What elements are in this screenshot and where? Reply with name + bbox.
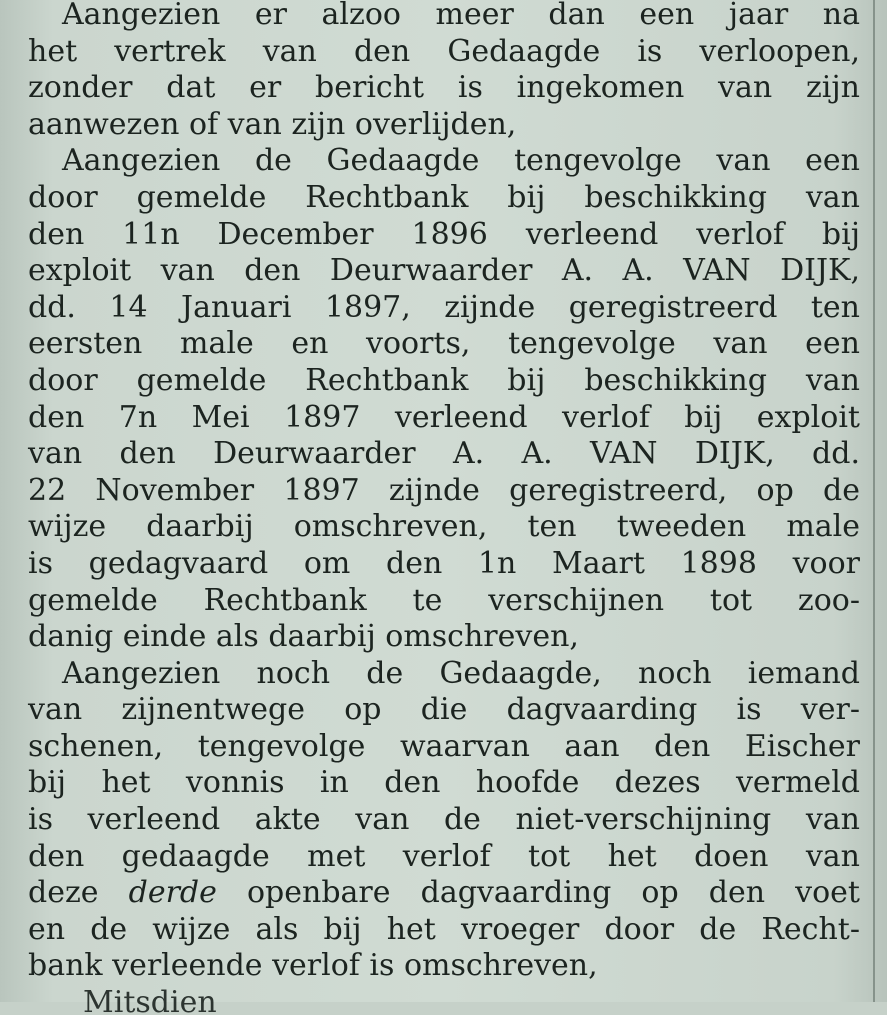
- text-line: door gemelde Rechtbank bij beschikking van: [28, 362, 860, 398]
- text-line: is verleend akte van de niet-verschijning van: [28, 802, 860, 838]
- cut-off-line: Mitsdien: [83, 985, 217, 1015]
- text-line: van zijnentwege op die dagvaarding is ver-: [28, 692, 860, 728]
- text-line: schenen, tengevolge waarvan aan den Eischer: [28, 728, 860, 764]
- text-run: deze: [28, 875, 129, 911]
- text-line: bank verleende verlof is omschreven,: [28, 948, 598, 984]
- text-line: exploit van den Deurwaarder A. A. VAN DIJK,: [28, 253, 860, 289]
- text-line-italic: [28, 875, 860, 912]
- text-line: bij het vonnis in den hoofde dezes vermeld: [28, 765, 860, 801]
- text-line: den gedaagde met verlof tot het doen van: [28, 838, 860, 874]
- text-line: gemelde Rechtbank te verschijnen tot zoo-: [28, 582, 860, 618]
- text-line: eersten male en voorts, tengevolge van een: [28, 326, 860, 362]
- text-line: 22 November 1897 zijnde geregistreerd, op de: [28, 472, 860, 508]
- text-column: [28, 0, 860, 1015]
- text-line: Aangezien de Gedaagde tengevolge van een: [62, 143, 860, 179]
- text-line: zonder dat er bericht is ingekomen van zijn: [28, 70, 860, 106]
- text-line: Aangezien noch de Gedaagde, noch iemand: [62, 655, 860, 691]
- text-line: het vertrek van den Gedaagde is verloopen,: [28, 33, 860, 69]
- text-line: Aangezien er alzoo meer dan een jaar na: [62, 0, 860, 32]
- text-line: door gemelde Rechtbank bij beschikking van: [28, 179, 860, 215]
- column-rule: [873, 0, 875, 1002]
- text-line: aanwezen of van zijn overlijden,: [28, 106, 517, 142]
- text-line: dd. 14 Januari 1897, zijnde geregistreerd ten: [28, 289, 860, 325]
- italic-word: derde: [128, 875, 217, 911]
- text-line: en de wijze als bij het vroeger door de Recht-: [28, 911, 860, 947]
- text-line: den 11n December 1896 verleend verlof bij: [28, 216, 860, 252]
- paragraph-2: [28, 143, 860, 655]
- paragraph-1: [28, 0, 860, 143]
- text-line: den 7n Mei 1897 verleend verlof bij exploit: [28, 399, 860, 435]
- text-line: danig einde als daarbij omschreven,: [28, 619, 579, 655]
- paragraph-3: [28, 656, 860, 985]
- text-line: van den Deurwaarder A. A. VAN DIJK, dd.: [28, 436, 860, 472]
- text-run: openbare dagvaarding op den voet: [216, 875, 860, 911]
- text-line: wijze daarbij omschreven, ten tweeden male: [28, 509, 860, 545]
- text-line: is gedagvaard om den 1n Maart 1898 voor: [28, 545, 860, 581]
